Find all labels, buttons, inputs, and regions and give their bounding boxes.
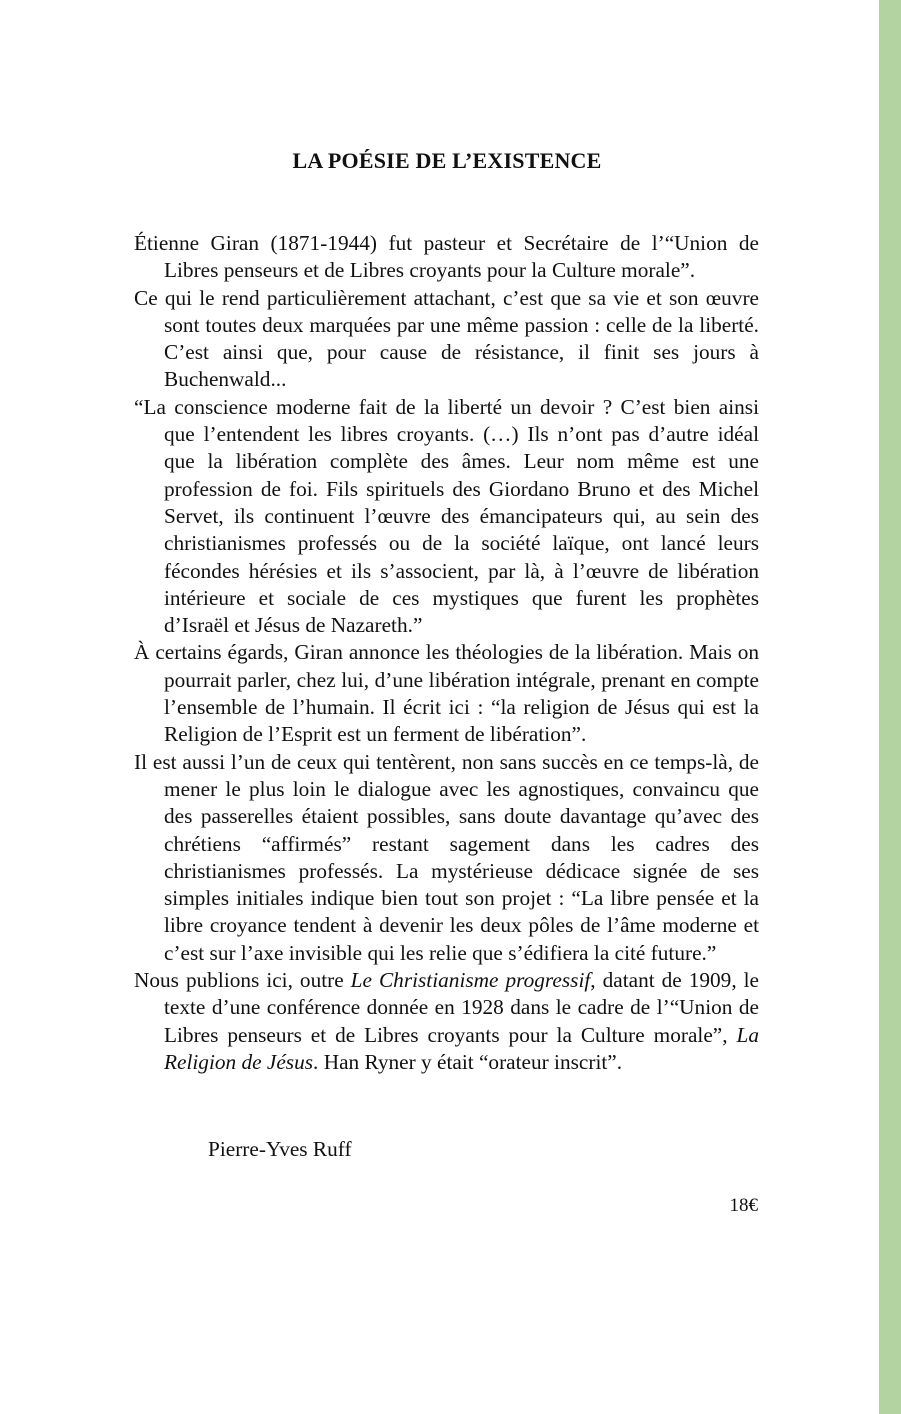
author-signature: Pierre-Yves Ruff [208, 1137, 352, 1161]
book-title-christianisme-progressif: Le Christianisme progressif [350, 968, 591, 993]
body-text [134, 230, 759, 1076]
price-label: 18€ [729, 1195, 758, 1216]
paragraph-quotation: “La conscience moderne fait de la liberté un devoir ? C’est bien ainsi que l’entendent les libres croyants. (…) Ils n’ont pas d’autre idéal que la libération complète des âmes. Leur nom même est une profession de foi. Fils spirituels des Giordano Bruno et des Michel Servet, ils continuent l’œuvre des émancipateurs qui, au sein des christianismes professés ou de la société laïque, ont lancé leurs fécondes hérésies et ils s’associent, par là, à l’œuvre de libération intérieure et sociale de ces mystiques que furent les prophètes d’Israël et Jésus de Nazareth.” [134, 394, 759, 638]
paragraph-publication [134, 967, 759, 1076]
paragraph-liberty-passion: Ce qui le rend particulièrement attachant, c’est que sa vie et son œuvre sont toutes deux marquées par une même passion : celle de la liberté. C’est ainsi que, pour cause de résistance, il finit ses jours à Buchenwald... [134, 285, 759, 392]
paragraph-intro: Étienne Giran (1871-1944) fut pasteur et Secrétaire de l’“Union de Libres penseurs et de Libres croyants pour la Culture morale”. [134, 231, 759, 283]
book-title-religion-de-jesus: La Religion de Jésus [164, 1022, 759, 1074]
paragraph-agnostics-dialogue: Il est aussi l’un de ceux qui tentèrent, non sans succès en ce temps-là, de mener le plus loin le dialogue avec les agnostiques, convaincu que des passerelles étaient possibles, sans doute davantage qu’avec des chrétiens “affirmés” restant sagement dans les cadres des christianismes professés. La mystérieuse dédicace signée de ses simples initiales indique bien tout son projet : “La libre pensée et la libre croyance tendent à devenir les deux pôles de l’âme moderne et c’est sur l’axe invisible qui les relie que s’édifiera la cité future.” [134, 749, 759, 965]
publication-text-part: . Han Ryner y était “orateur inscrit”. [313, 1049, 623, 1074]
publication-text-part: , datant de 1909, le texte d’une conférence donnée en 1928 dans le cadre de l’“Union de Libres penseurs et de Libres croyants pour la Culture morale”, [164, 968, 760, 1047]
spine-color-band [879, 0, 901, 1414]
page-title: LA POÉSIE DE L’EXISTENCE [292, 148, 602, 173]
paragraph-liberation-theology: À certains égards, Giran annonce les théologies de la libération. Mais on pourrait parler, chez lui, d’une libération intégrale, prenant en compte l’ensemble de l’humain. Il écrit ici : “la religion de Jésus qui est la Religion de l’Esprit est un ferment de libération”. [134, 640, 759, 747]
publication-text-part: Nous publions ici, outre [134, 968, 351, 993]
